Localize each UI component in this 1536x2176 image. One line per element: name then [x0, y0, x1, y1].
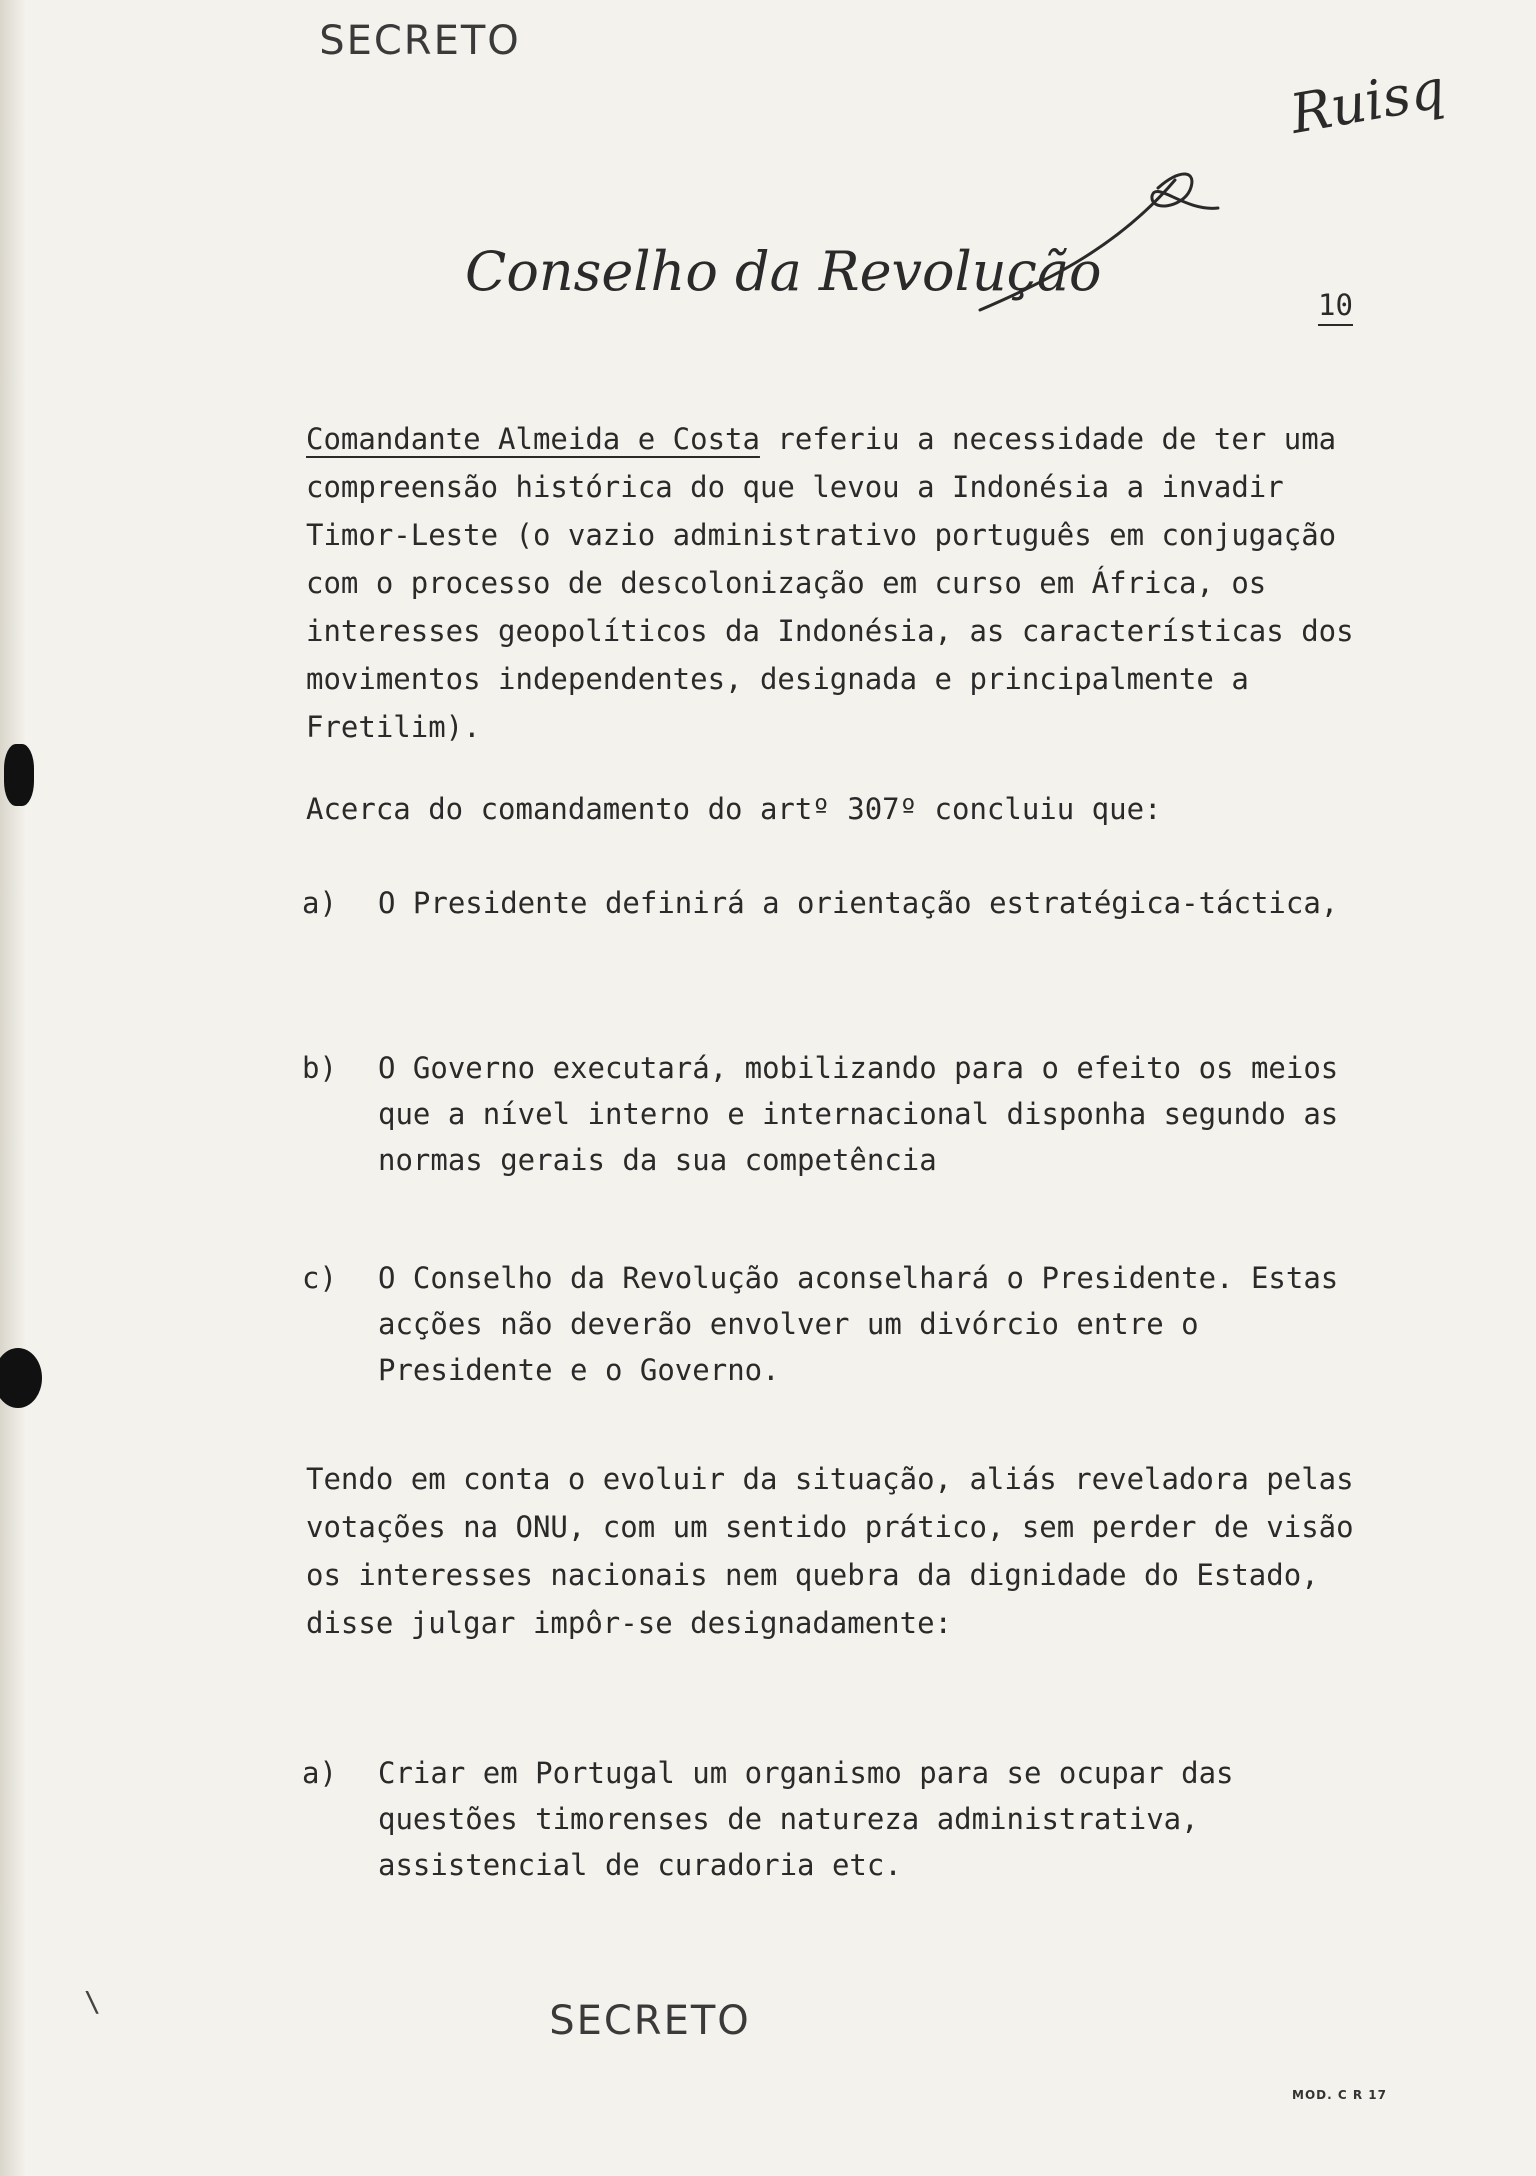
paragraph-1-text: referiu a necessidade de ter uma compreensão histórica do que levou a Indonésia a invadir Timor-Leste (o vazio administrativo português em conjugação com o processo de descolonização em curso em África, os interesses geopolíticos da Indonésia, as características dos movimentos independentes, designada e principalmente a Fretilim).	[306, 422, 1354, 744]
list-marker: b)	[302, 1051, 337, 1085]
list-marker: a)	[302, 1756, 337, 1790]
list-marker: c)	[302, 1261, 337, 1295]
classification-stamp-bottom: SECRETO	[549, 1998, 751, 2044]
list-item-text: O Governo executará, mobilizando para o efeito os meios que a nível interno e internacional disponha segundo as normas gerais da sua competência	[378, 1051, 1339, 1177]
page-number: 10	[1318, 288, 1353, 326]
punch-hole	[0, 1348, 42, 1408]
binding-shadow	[0, 0, 26, 2176]
paragraph-3: Tendo em conta o evoluir da situação, aliás reveladora pelas votações na ONU, com um sentido prático, sem perder de visão os interesses nacionais nem quebra da dignidade do Estado, disse julgar impôr-se designadamente:	[306, 1462, 1354, 1640]
margin-mark: \	[84, 1985, 101, 2018]
letterhead: Conselho da Revolução	[465, 240, 1102, 303]
list-item-text: O Conselho da Revolução aconselhará o Presidente. Estas acções não deverão envolver um divórcio entre o Presidente e o Governo.	[378, 1261, 1339, 1387]
form-code: MOD. C R 17	[1292, 2088, 1387, 2102]
handwritten-initials: Ruisq	[1285, 57, 1450, 146]
classification-stamp-top: SECRETO	[319, 18, 521, 64]
list-item-text: O Presidente definirá a orientação estratégica-táctica,	[378, 886, 1339, 920]
list-marker: a)	[302, 886, 337, 920]
paragraph-1	[306, 415, 1376, 751]
speaker-name: Comandante Almeida e Costa	[306, 422, 760, 456]
paragraph-2: Acerca do comandamento do artº 307º concluiu que:	[306, 792, 1162, 826]
punch-hole	[4, 744, 34, 806]
list-item-text: Criar em Portugal um organismo para se ocupar das questões timorenses de natureza administrativa, assistencial de curadoria etc.	[378, 1756, 1234, 1882]
